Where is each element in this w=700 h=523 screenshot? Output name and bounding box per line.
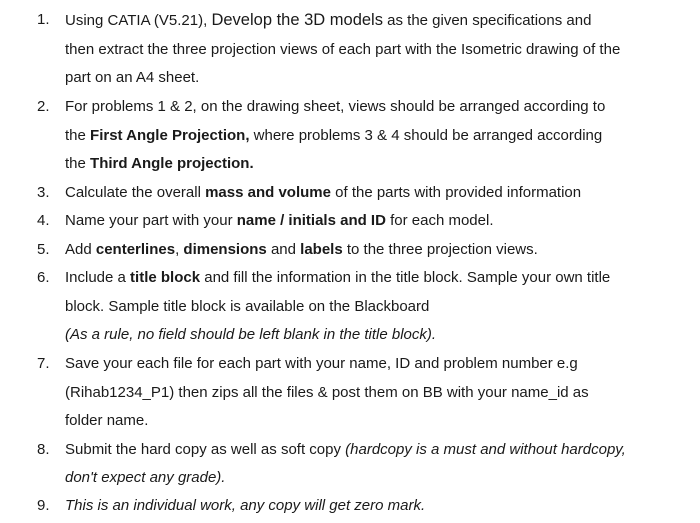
item-number: 9. [37, 497, 50, 514]
item-number: 6. [37, 269, 50, 286]
item-6-line-3: (As a rule, no field should be left blank in the title block). [65, 326, 437, 343]
item-number: 2. [37, 98, 50, 115]
item-1-line-3: part on an A4 sheet. [65, 69, 200, 86]
item-number: 1. [37, 11, 50, 28]
item-number: 7. [37, 355, 50, 372]
item-4-line-1: Name your part with your name / initials and ID for each model. [65, 212, 494, 229]
item-number: 5. [37, 241, 50, 258]
item-2-line-2: the First Angle Projection, where problems 3 & 4 should be arranged according [65, 127, 603, 144]
item-9-line-1: This is an individual work, any copy will get zero mark. [65, 497, 426, 514]
item-8-line-1: Submit the hard copy as well as soft copy (hardcopy is a must and without hardcopy, [65, 441, 626, 458]
item-2-line-3: the Third Angle projection. [65, 155, 254, 172]
item-number: 8. [37, 441, 50, 458]
item-1-line-1: Using CATIA (V5.21), Develop the 3D models as the given specifications and [65, 11, 592, 29]
item-7-line-3: folder name. [65, 412, 149, 429]
item-3-line-1: Calculate the overall mass and volume of the parts with provided information [65, 184, 582, 201]
item-8-line-2: don't expect any grade). [65, 469, 226, 486]
item-5-line-1: Add centerlines, dimensions and labels to the three projection views. [65, 241, 538, 258]
item-number: 3. [37, 184, 50, 201]
item-1-line-2: then extract the three projection views of each part with the Isometric drawing of the [65, 41, 621, 58]
item-6-line-2: block. Sample title block is available on the Blackboard [65, 298, 430, 315]
item-7-line-1: Save your each file for each part with your name, ID and problem number e.g [65, 355, 578, 372]
item-number: 4. [37, 212, 50, 229]
item-6-line-1: Include a title block and fill the information in the title block. Sample your own title [65, 269, 611, 286]
item-2-line-1: For problems 1 & 2, on the drawing sheet, views should be arranged according to [65, 98, 606, 115]
item-7-line-2: (Rihab1234_P1) then zips all the files & post them on BB with your name_id as [65, 384, 589, 401]
